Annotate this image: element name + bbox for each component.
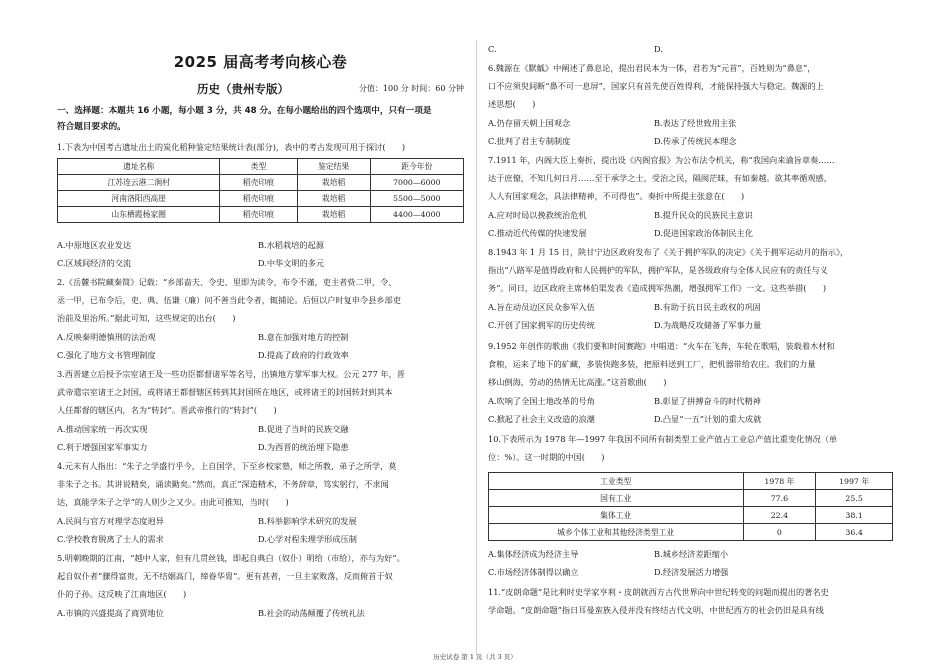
table-cell: 25.5 (816, 490, 893, 507)
q7-option-d[interactable]: D.促进国家政治体制民主化 (654, 228, 753, 238)
q6-line-2: 口不应须臾间断“鼻不可一息屏”，国家只有首先使百姓得利，才能保持强大与稳定。魏源的上 (488, 81, 824, 91)
q4-line-2: 非朱子之书。其讲说精矣，诵读勤矣。”然而，真正“深造精术，不务辞章，笃实躬行，不求闻 (57, 479, 389, 489)
table-header-cell: 遗址名称 (58, 159, 220, 175)
q1-option-d[interactable]: D.中华文明的多元 (258, 258, 325, 268)
q6-option-a[interactable]: A.仍存留天朝上国观念 (488, 118, 571, 128)
q2-option-b[interactable]: B.意在加强对地方的控制 (258, 332, 349, 342)
q5-option-a[interactable]: A.市镇的兴盛提高了商贾地位 (57, 608, 164, 618)
table-header-cell: 距今年份 (370, 159, 463, 175)
q6-line-1: 6.魏源在《默觚》中阐述了鼻息论，提出君民本为一体，君若为“元首”，百姓则为“鼻息”， (488, 63, 816, 73)
table-row (489, 524, 893, 541)
table-row (489, 490, 893, 507)
q9-line-3: 移山倒海，劳动的热情无比高涨。”这首歌曲( ) (488, 377, 667, 387)
q2-line-3: 治前及里治所。”据此可知，这些规定的出台( ) (57, 313, 236, 323)
q10-line-1: 10.下表所示为 1978 年—1997 年我国不同所有制类型工业产值占工业总产值比重变化情况（单 (488, 434, 838, 444)
q8-option-c[interactable]: C.开创了国家拥军的历史传统 (488, 320, 595, 330)
q10-table (488, 472, 893, 541)
q9-option-d[interactable]: D.凸显“一五”计划的重大成就 (654, 414, 762, 424)
q1-table (57, 158, 464, 223)
q11-line-1: 11.“皮朗命题”是比利时史学家亨利・皮朗就西方古代世界向中世纪转变的问题而提出的著名史 (488, 587, 829, 597)
q8-line-2: 指出“八路军是值得政府和人民拥护的军队，拥护军队，是各级政府与全体人民应有的责任与义 (488, 265, 828, 275)
q5-option-d[interactable]: D. (654, 44, 663, 54)
q2-line-1: 2.《岳麓书院藏秦简》记载：“乡部啬夫、令史、里即为读令，布令不谨，吏主者赀二甲，令、 (57, 277, 397, 287)
table-cell: 稻壳印痕 (220, 207, 297, 223)
score-info: 分值：100 分 时间：60 分钟 (358, 84, 464, 93)
q4-option-a[interactable]: A.民间与官方对理学态度迥异 (57, 516, 164, 526)
q5-line-2: 起自奴仆者“骤得富贵，无不结姻高门，缔眷华胄”。更有甚者，一旦主家败落，反而俯首于奴 (57, 571, 393, 581)
table-header-cell: 1997 年 (816, 473, 893, 490)
q7-option-c[interactable]: C.推动近代传媒的快速发展 (488, 228, 587, 238)
table-cell: 22.4 (743, 507, 816, 524)
q7-option-a[interactable]: A.应对时局以挽救统治危机 (488, 210, 587, 220)
q9-option-b[interactable]: B.彰显了拼搏奋斗的时代精神 (654, 396, 761, 406)
table-cell: 稻壳印痕 (220, 175, 297, 191)
q3-option-c[interactable]: C.利于增强国家军事实力 (57, 442, 148, 452)
q3-line-1: 3.西晋建立后授予宗室诸王及一些功臣都督诸军等名号，出镇地方掌军事大权。公元 277 年，晋 (57, 369, 405, 379)
table-header-cell: 1978 年 (743, 473, 816, 490)
q7-line-2: 达于庶僚，不知几何日月……至于承学之士，受治之民，隔阂茫昧，有如秦越。欲其率循观感， (488, 173, 832, 183)
q2-option-a[interactable]: A.反映秦明德慎刑的法治观 (57, 332, 156, 342)
q7-option-b[interactable]: B.提升民众的民族民主意识 (654, 210, 753, 220)
page-footer: 历史试卷 第 1 页（共 3 页） (433, 653, 517, 661)
q10-option-a[interactable]: A.集体经济成为经济主导 (488, 549, 579, 559)
table-header-cell: 鉴定结果 (297, 159, 370, 175)
q4-option-b[interactable]: B.科举影响学术研究的发展 (258, 516, 357, 526)
q8-option-d[interactable]: D.为战略反攻储备了军事力量 (654, 320, 762, 330)
table-cell: 36.4 (816, 524, 893, 541)
q2-option-d[interactable]: D.提高了政府的行政效率 (258, 350, 349, 360)
table-header-cell: 类型 (220, 159, 297, 175)
q10-option-d[interactable]: D.经济发展活力增强 (654, 567, 729, 577)
q4-option-c[interactable]: C.学校教育脱离了士人的需求 (57, 534, 164, 544)
subject-name: 历史（贵州专版） (197, 82, 289, 96)
table-cell: 栽培稻 (297, 207, 370, 223)
section-instruction-1: 一、选择题：本题共 16 小题，每小题 3 分，共 48 分。在每小题给出的四个选项中，只有一项是 (57, 106, 432, 116)
q3-line-3: 人任都督的辖区内，名为“转封”。晋武帝推行的“转封”( ) (57, 405, 277, 415)
q11-line-2: 学命题。“皮朗命题”指日耳曼蛮族入侵并没有终结古代文明，中世纪西方的社会仍旧是具有线 (488, 605, 824, 615)
q8-line-1: 8.1943 年 1 月 15 日，陕甘宁边区政府发布了《关于拥护军队的决定》《关于拥军运动月的指示》， (488, 247, 849, 257)
section-instruction-2: 符合题目要求的。 (57, 122, 126, 132)
table-header-row (489, 473, 893, 490)
table-cell: 城乡个体工业和其他经济类型工业 (489, 524, 744, 541)
q7-line-3: 人人有国家观念，具法律精神，不可得也”。奏折中所提主张意在( ) (488, 191, 745, 201)
q1-stem: 1.下表为中国考古遗址出土的炭化稻种鉴定结果统计表(部分)，表中的考古发现可用于探讨( ) (57, 142, 406, 152)
table-cell: 集体工业 (489, 507, 744, 524)
table-cell: 河南洛阳西高崖 (58, 191, 220, 207)
q9-option-a[interactable]: A.吹响了全国土地改革的号角 (488, 396, 595, 406)
table-cell: 稻壳印痕 (220, 191, 297, 207)
q1-option-b[interactable]: B.水稻栽培的起源 (258, 240, 324, 250)
q4-line-1: 4.元末有人指出：“朱子之学盛行乎今，上自国学，下至乡校家塾，师之所教，弟子之所学，莫 (57, 461, 397, 471)
q3-option-a[interactable]: A.推动国家统一再次实现 (57, 424, 148, 434)
q6-line-3: 述思想( ) (488, 99, 536, 109)
q10-line-2: 位：%）。这一时期的中国( ) (488, 452, 605, 462)
table-cell: 江苏连云港二涧村 (58, 175, 220, 191)
q5-line-3: 仆的子孙。这反映了江南地区( ) (57, 589, 187, 599)
table-header-cell: 工业类型 (489, 473, 744, 490)
q7-line-1: 7.1911 年，内阁大臣上奏折，提出设《内阁官报》为公布法令机关，称“我国向来谕旨章奏…… (488, 155, 835, 165)
q10-option-b[interactable]: B.城乡经济差距缩小 (654, 549, 729, 559)
q4-line-3: 达，真能学朱子之学”的人则少之又少。由此可推知，当时( ) (57, 497, 289, 507)
table-header-row (58, 159, 464, 175)
q6-option-c[interactable]: C.批判了君主专制制度 (488, 136, 571, 146)
q5-option-b[interactable]: B.社会的动荡颠覆了传统礼法 (258, 608, 365, 618)
table-row (58, 175, 464, 191)
q8-option-a[interactable]: A.旨在动员边区民众参军入伍 (488, 302, 595, 312)
q9-option-c[interactable]: C.掀起了社会主义改造的浪潮 (488, 414, 595, 424)
table-cell: 栽培稻 (297, 175, 370, 191)
q9-line-1: 9.1952 年创作的歌曲《我们要和时间赛跑》中唱道：“火车在飞奔，车轮在歌唱，装载着木材和 (488, 341, 835, 351)
table-cell: 77.6 (743, 490, 816, 507)
table-cell: 5500—5000 (370, 191, 463, 207)
subject-line (57, 81, 464, 99)
q4-option-d[interactable]: D.心学对程朱理学形成压制 (258, 534, 357, 544)
table-cell: 山东栖霞杨家圈 (58, 207, 220, 223)
q1-option-c[interactable]: C.区域间经济的交流 (57, 258, 132, 268)
q6-option-d[interactable]: D.传承了传统民本理念 (654, 136, 737, 146)
table-cell: 0 (743, 524, 816, 541)
column-divider (476, 40, 477, 655)
q3-option-b[interactable]: B.促进了当时的民族交融 (258, 424, 349, 434)
q1-option-a[interactable]: A.中原地区农业发达 (57, 240, 132, 250)
q5-line-1: 5.明朝晚期的江南，“越中人家，但有几贯丝钱，即起自典白（奴仆）明给（市给），亦与为好”。 (57, 553, 405, 563)
q8-line-3: 务”。同日，边区政府主席林伯渠发表《造成拥军热潮，增强拥军工作》一文。这些举措( ) (488, 283, 827, 293)
table-row (58, 207, 464, 223)
table-cell: 栽培稻 (297, 191, 370, 207)
table-cell: 7000—6000 (370, 175, 463, 191)
q9-line-2: 食粮，运来了地下的矿藏，多装快跑多装，把原料送到工厂，把机器带给农庄。我们的力量 (488, 359, 816, 369)
table-cell: 4400—4000 (370, 207, 463, 223)
q6-option-b[interactable]: B.表达了经世致用主张 (654, 118, 737, 128)
q2-option-c[interactable]: C.强化了地方文书管理制度 (57, 350, 156, 360)
table-row (58, 191, 464, 207)
table-cell: 38.1 (816, 507, 893, 524)
table-row (489, 507, 893, 524)
table-cell: 国有工业 (489, 490, 744, 507)
q8-option-b[interactable]: B.有助于抗日民主政权的巩固 (654, 302, 761, 312)
q5-option-c[interactable]: C. (488, 44, 497, 54)
q3-line-2: 武帝遣宗室诸王之封国，或将诸王都督辖区转到其封国所在地区，或将诸王的封国转封到其本 (57, 387, 393, 397)
q10-option-c[interactable]: C.市场经济体制得以确立 (488, 567, 579, 577)
q2-line-2: 丞一甲，已布令后，吏、典、伍谦（廉）问不善当此令者，辄捕论。后恒以户时复申令县乡部吏 (57, 295, 401, 305)
exam-title: 2025 届高考考向核心卷 (173, 53, 348, 71)
q3-option-d[interactable]: D.为西晋的统治埋下隐患 (258, 442, 349, 452)
